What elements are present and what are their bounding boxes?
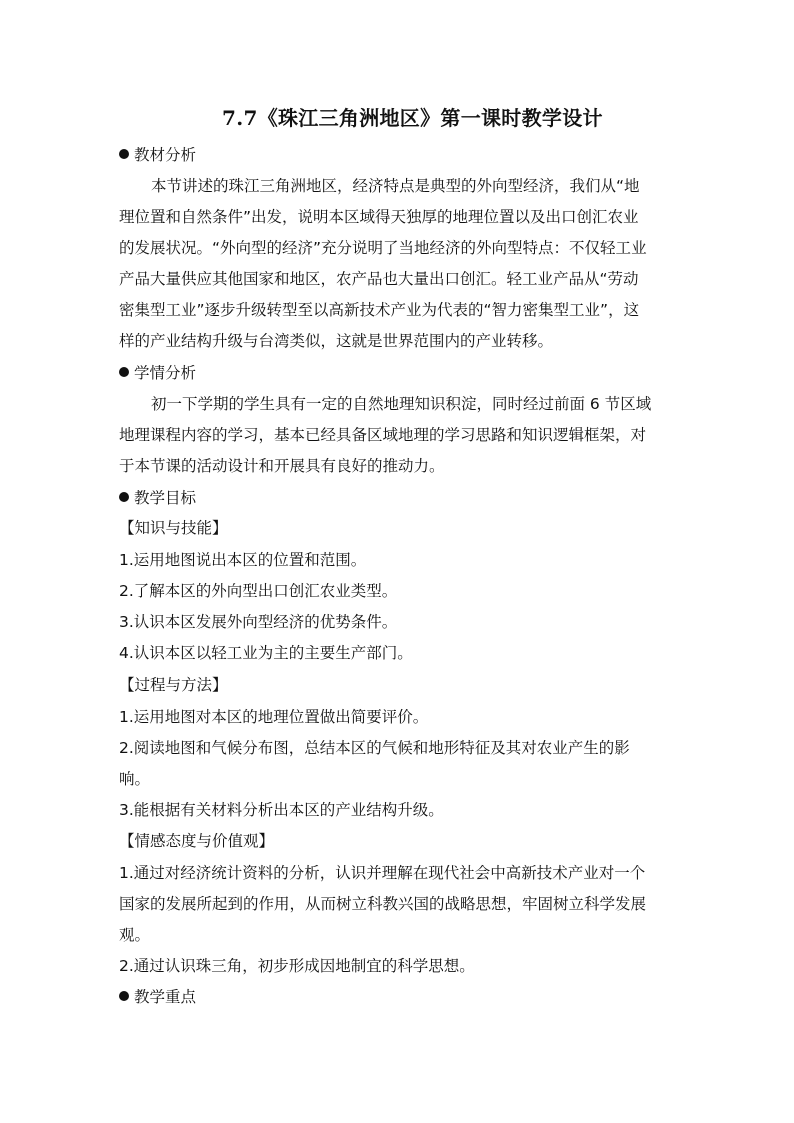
list-item: 3.能根据有关材料分析出本区的产业结构升级。 xyxy=(119,801,444,819)
heading-text: 教学目标 xyxy=(134,489,197,507)
bullet-icon xyxy=(119,367,129,377)
list-item: 2.阅读地图和气候分布图，总结本区的气候和地形特征及其对农业产生的影 xyxy=(119,739,630,757)
paragraph-line: 初一下学期的学生具有一定的自然地理知识积淀，同时经过前面 6 节区域 xyxy=(151,395,652,413)
heading-text: 教材分析 xyxy=(134,146,197,164)
paragraph-line: 地理课程内容的学习，基本已经具备区域地理的学习思路和知识逻辑框架，对 xyxy=(119,426,647,444)
list-item: 2.通过认识珠三角，初步形成因地制宜的科学思想。 xyxy=(119,957,475,975)
section-heading-learner-analysis xyxy=(119,362,196,384)
bullet-icon xyxy=(119,149,129,159)
bullet-icon xyxy=(119,991,129,1001)
list-item: 1.运用地图对本区的地理位置做出简要评价。 xyxy=(119,708,429,726)
paragraph-line: 产品大量供应其他国家和地区，农产品也大量出口创汇。轻工业产品从“劳动 xyxy=(119,270,639,288)
section-heading-textbook-analysis xyxy=(119,144,196,166)
document-title: 7.7《珠江三角洲地区》第一课时教学设计 xyxy=(222,106,603,130)
paragraph-line: 理位置和自然条件”出发，说明本区域得天独厚的地理位置以及出口创汇农业 xyxy=(119,208,639,226)
paragraph-line: 于本节课的活动设计和开展具有良好的推动力。 xyxy=(119,457,445,475)
list-item: 观。 xyxy=(119,926,151,944)
list-item: 1.通过对经济统计资料的分析，认识并理解在现代社会中高新技术产业对一个 xyxy=(119,864,646,882)
list-item: 响。 xyxy=(119,770,151,788)
paragraph-line: 密集型工业”逐步升级转型至以高新技术产业为代表的“智力密集型工业”，这 xyxy=(119,301,640,319)
paragraph-line: 样的产业结构升级与台湾类似，这就是世界范围内的产业转移。 xyxy=(119,332,554,350)
subheading-values: 【情感态度与价值观】 xyxy=(119,832,275,850)
bullet-icon xyxy=(119,492,129,502)
paragraph-line: 的发展状况。“外向型的经济”充分说明了当地经济的外向型特点：不仅轻工业 xyxy=(119,239,647,257)
subheading-process: 【过程与方法】 xyxy=(119,676,228,694)
heading-text: 学情分析 xyxy=(134,364,197,382)
list-item: 1.运用地图说出本区的位置和范围。 xyxy=(119,551,367,569)
list-item: 3.认识本区发展外向型经济的优势条件。 xyxy=(119,613,398,631)
section-heading-key-points xyxy=(119,986,196,1008)
section-heading-teaching-goals xyxy=(119,487,196,509)
list-item: 国家的发展所起到的作用，从而树立科教兴国的战略思想，牢固树立科学发展 xyxy=(119,895,647,913)
list-item: 2.了解本区的外向型出口创汇农业类型。 xyxy=(119,582,398,600)
paragraph-line: 本节讲述的珠江三角洲地区，经济特点是典型的外向型经济，我们从“地 xyxy=(151,177,640,195)
list-item: 4.认识本区以轻工业为主的主要生产部门。 xyxy=(119,644,413,662)
subheading-knowledge: 【知识与技能】 xyxy=(119,519,228,537)
heading-text: 教学重点 xyxy=(134,988,197,1006)
